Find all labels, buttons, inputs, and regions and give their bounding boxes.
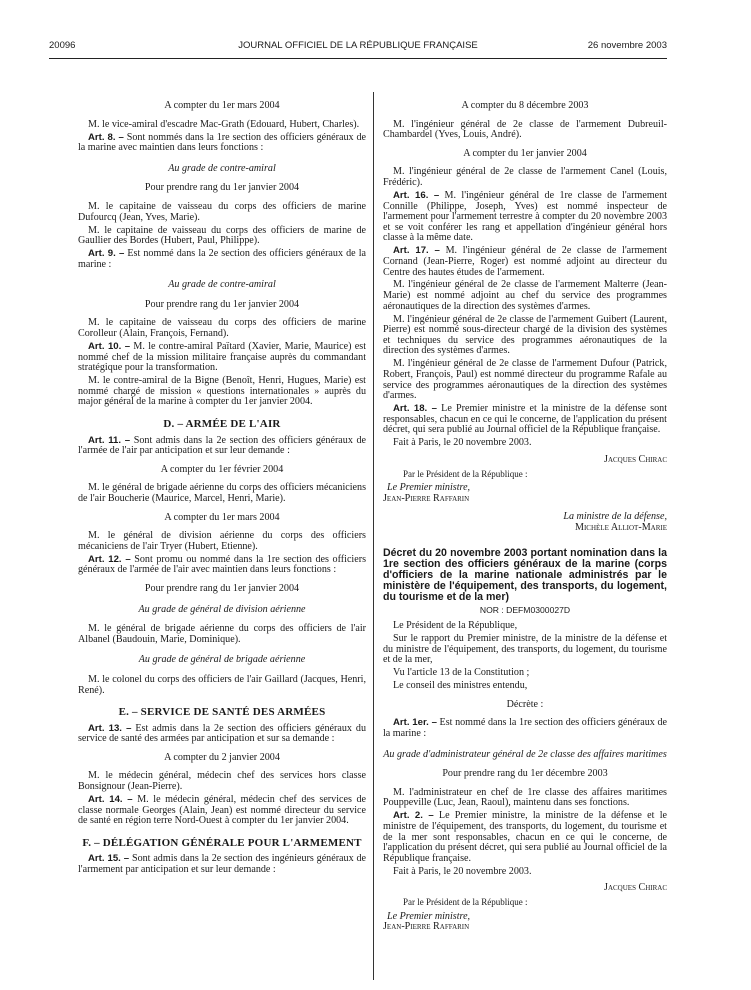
article-text: Le Premier ministre, la ministre de la défense et le ministre de l'équipement, des transports, du logement, du tourisme et de la mer sont responsables, chacun en ce qui le concerne, de l'application du présent décret, qui sera publié au Journal officiel de la République française. [383,810,667,864]
right-column [383,93,667,937]
article-number: Art. 11. – [88,434,131,446]
body-paragraph: Fait à Paris, le 20 novembre 2003. [393,437,532,449]
body-paragraph: M. l'ingénieur général de 2e classe de l'armement Dubreuil-Chambardel (Yves, Louis, André). [383,118,667,141]
signature-president: Jacques Chirac [604,882,667,894]
centered-line: A compter du 8 décembre 2003 [461,100,589,111]
article-text: M. le médecin général, médecin chef des services de classe normale Georges (Alain, Jean) est nommé directeur du service de santé en région terre Nord-Ouest à compter du 1er janvier 2004. [78,794,366,827]
article-number: Art. 13. – [88,722,132,734]
signature-pm-name: Jean-Pierre Raffarin [383,492,470,504]
article-number: Art. 12. – [88,553,131,565]
body-paragraph: M. le contre-amiral de la Bigne (Benoît, Henri, Hugues, Marie) est nommé chargé de mission « questions internationales » auprès du major général de la marine à compter du 1er janvier 2004. [78,375,366,408]
article-paragraph [78,854,366,875]
article-paragraph [383,718,667,739]
body-paragraph: M. le capitaine de vaisseau du corps des officiers de marine Dufourcq (Jean, Yves, Marie). [78,200,366,223]
article-paragraph [383,246,667,278]
article-text: Sont nommés dans la 1re section des officiers généraux de la marine avec maintien dans leurs fonctions : [78,131,366,154]
article-text: M. l'ingénieur général de 2e classe de l'armement Cornand (Jean-Pierre, Roger) est nommé adjoint au directeur du Centre des hautes études de l'armement. [383,245,667,278]
body-paragraph: M. le colonel du corps des officiers de l'air Gaillard (Jacques, Henri, René). [78,673,366,696]
article-paragraph [78,724,366,745]
section-heading: F. – DÉLÉGATION GÉNÉRALE POUR L'ARMEMENT [82,836,362,849]
body-paragraph: Fait à Paris, le 20 novembre 2003. [393,865,532,877]
article-paragraph [78,555,366,576]
article-number: Art. 14. – [88,794,133,806]
body-paragraph: M. le capitaine de vaisseau du corps des officiers de marine Corolleur (Alain, François, Fernand). [78,317,366,340]
centered-line: A compter du 1er mars 2004 [164,100,280,111]
centered-line: Décrète : [506,698,544,710]
article-text: M. l'ingénieur général de 1re classe de l'armement Connille (Philippe, Joseph, Yves) est nommé inspecteur de l'armement pour l'armement terrestre à compter du 20 novembre 2003 et se voit conférer les rang et appellation d'ingénieur général hors classe à la même date. [383,189,668,244]
body-paragraph: M. le général de brigade aérienne du corps des officiers de l'air Albanel (Baudouin, Marie, Dominique). [78,623,366,645]
body-paragraph: M. l'ingénieur général de 2e classe de l'armement Canel (Louis, Frédéric). [383,166,667,188]
article-paragraph [383,404,667,436]
body-paragraph: M. le général de division aérienne du corps des officiers mécaniciens de l'air Tryer (Hubert, Etienne). [78,530,366,552]
signature-attribution: Par le Président de la République : [403,896,528,907]
article-paragraph [78,342,366,374]
article-number: Art. 2. – [393,810,434,822]
body-paragraph: M. l'administrateur en chef de 1re classe des affaires maritimes Pouppeville (Luc, Jean, Raoul), maintenu dans ses fonctions. [383,786,667,809]
article-number: Art. 10. – [88,341,131,353]
article-paragraph [78,249,366,270]
centered-line: A compter du 1er janvier 2004 [463,147,587,159]
article-paragraph [78,133,366,154]
signature-pm-title: Le Premier ministre, [387,910,471,922]
article-text: Le Premier ministre et la ministre de la défense sont responsables, chacun en ce qui le concerne, de l'application du présent décret, qui sera publié au Journal officiel de la République française. [383,403,667,436]
article-number: Art. 17. – [393,245,440,257]
grade-heading: Au grade de contre-amiral [168,162,276,174]
page-header [49,40,667,54]
body-paragraph: M. le médecin général, médecin chef des services hors classe Bonsignour (Jean-Pierre). [78,770,366,793]
body-paragraph: Vu l'article 13 de la Constitution ; [393,667,530,679]
body-paragraph: Le conseil des ministres entendu, [393,680,528,692]
article-paragraph [383,811,667,864]
left-column [78,93,366,878]
article-text: Est admis dans la 2e section des officiers généraux du service de santé des armées par anticipation et sur sa demande : [78,722,366,745]
centered-line: Pour prendre rang du 1er décembre 2003 [442,768,608,780]
column-divider [373,92,374,980]
article-text: Sont promu ou nommé dans la 1re section des officiers généraux de l'armée de l'air avec maintien dans leurs fonctions : [78,553,366,576]
signature-pm-name: Jean-Pierre Raffarin [383,921,470,933]
header-rule [49,58,667,59]
page-number: 20096 [49,40,76,51]
article-paragraph [383,191,667,244]
article-text: Sont admis dans la 2e section des officiers généraux de l'armée de l'air par anticipation et sur leur demande : [78,434,366,457]
article-paragraph [78,795,366,827]
centered-line: Pour prendre rang du 1er janvier 2004 [144,582,300,594]
body-paragraph: M. le capitaine de vaisseau du corps des officiers de marine de Gaullier des Bordes (Hubert, Paul, Philippe). [78,224,366,247]
centered-line: A compter du 1er février 2004 [160,463,284,475]
article-number: Art. 8. – [88,131,124,143]
section-heading: D. – ARMÉE DE L'AIR [163,418,281,431]
signature-minister-name: Michèle Alliot-Marie [575,521,667,533]
body-paragraph: Sur le rapport du Premier ministre, de la ministre de la défense et du ministre de l'équipement, des transports, du logement, du tourisme et de la mer, [383,633,667,666]
centered-line: Pour prendre rang du 1er janvier 2004 [144,298,300,310]
body-paragraph: M. l'ingénieur général de 2e classe de l'armement Dufour (Patrick, Robert, François, Paul) est nommé directeur du programme Rafale au service des programmes aéronautiques de la direction des systèmes d'armes. [383,358,667,402]
article-text: Sont admis dans la 2e section des ingénieurs généraux de l'armement par anticipation et sur leur demande : [78,853,366,876]
body-paragraph: M. l'ingénieur général de 2e classe de l'armement Malterre (Jean-Marie) est nommé adjoint au chef du service des programmes aéronautiques de la direction des systèmes d'armes. [383,279,667,312]
body-paragraph: M. le vice-amiral d'escadre Mac-Grath (Edouard, Hubert, Charles). [88,118,360,130]
body-paragraph: M. l'ingénieur général de 2e classe de l'armement Guibert (Laurent, Pierre) est nommé sous-directeur chargé de la division des systèmes et techniques du service des programmes aéronautiques de la direction des systèmes d'armes. [383,313,667,357]
signature-pm-title: Le Premier ministre, [387,482,471,494]
nor-reference: NOR : DEFM0300027D [479,604,571,615]
article-text: Est nommé dans la 2e section des officiers généraux de la marine : [78,248,366,270]
grade-heading: Au grade de général de division aérienne [138,603,306,615]
article-paragraph [78,436,366,457]
journal-title: JOURNAL OFFICIEL DE LA RÉPUBLIQUE FRANÇAISE [238,40,478,51]
article-number: Art. 18. – [393,403,437,415]
centered-line: A compter du 2 janvier 2004 [164,751,280,763]
article-number: Art. 9. – [88,248,125,260]
body-paragraph: Le Président de la République, [393,620,518,632]
signature-president: Jacques Chirac [604,453,667,465]
article-number: Art. 15. – [88,853,130,865]
grade-heading: Au grade de général de brigade aérienne [138,654,306,666]
centered-line: A compter du 1er mars 2004 [164,511,280,523]
signature-attribution: Par le Président de la République : [403,468,528,479]
issue-date: 26 novembre 2003 [587,40,667,51]
article-text: M. le contre-amiral Païtard (Xavier, Marie, Maurice) est nommé chef de la mission militaire française auprès du commandant stratégique pour la transformation. [78,341,366,374]
decree-title: Décret du 20 novembre 2003 portant nomination dans la 1re section des officiers généraux de la marine (corps d'officiers de la marine nationale administrés par le ministère de l'équipement, des transports, du logement, du tourisme et de la mer) [383,546,667,603]
section-heading: E. – SERVICE DE SANTÉ DES ARMÉES [118,706,326,719]
article-number: Art. 1er. – [393,717,437,729]
article-text: Est nommé dans la 1re section des officiers généraux de la marine : [383,717,668,740]
body-paragraph: M. le général de brigade aérienne du corps des officiers mécaniciens de l'air Boucherie (Maurice, Marcel, Henri, Marie). [78,482,366,504]
signature-minister-title: La ministre de la défense, [563,511,667,523]
grade-heading: Au grade d'administrateur général de 2e classe des affaires maritimes [383,748,667,760]
grade-heading: Au grade de contre-amiral [168,279,276,291]
article-number: Art. 16. – [393,189,440,201]
centered-line: Pour prendre rang du 1er janvier 2004 [144,182,300,194]
